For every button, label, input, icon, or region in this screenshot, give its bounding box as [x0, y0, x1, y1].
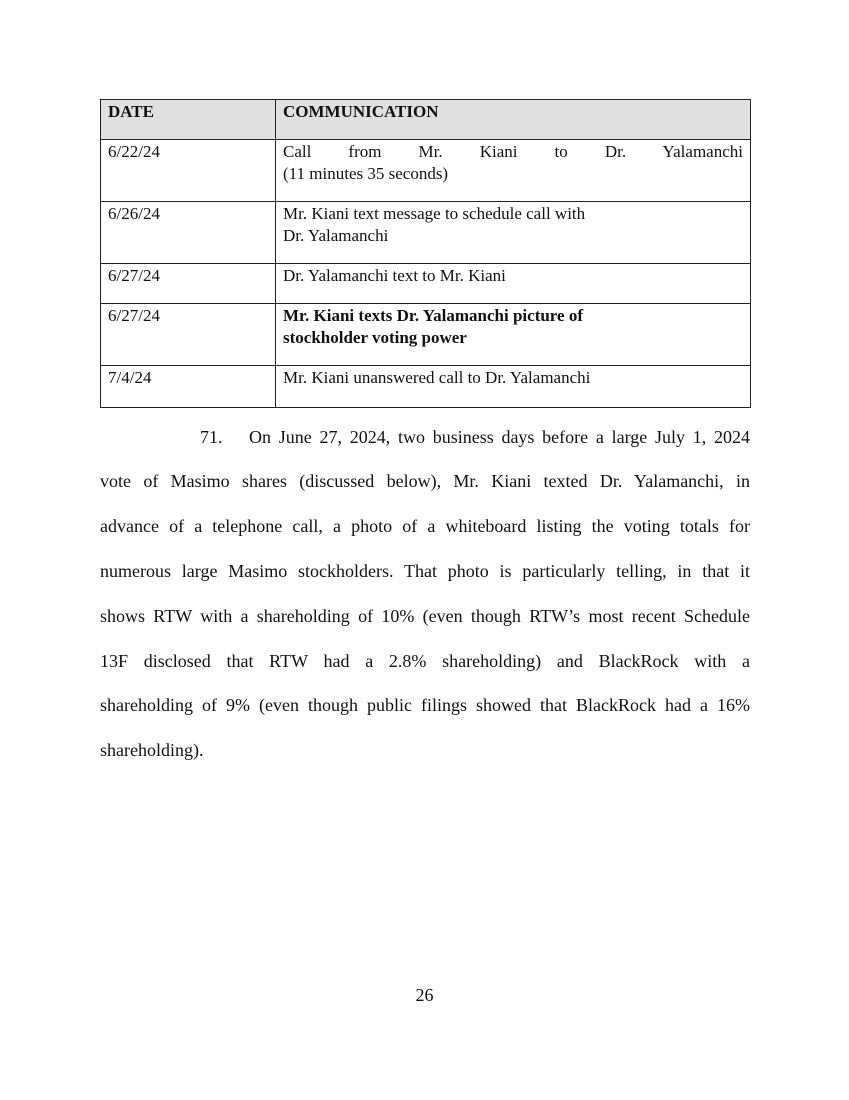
cell-communication — [276, 366, 751, 408]
page-number: 26 — [415, 985, 434, 1005]
paragraph-line: vote of Masimo shares (discussed below), Mr. Kiani texted Dr. Yalamanchi, in — [100, 471, 750, 491]
paragraph-line: shareholding of 9% (even though public filings showed that BlackRock had a 16% — [100, 695, 750, 715]
cell-line: Call from Mr. Kiani to Dr. Yalamanchi — [283, 142, 743, 161]
communications-table — [100, 99, 751, 408]
table-header-row — [101, 100, 751, 140]
cell-communication — [276, 140, 751, 202]
paragraph-line: 13F disclosed that RTW had a 2.8% shareholding) and BlackRock with a — [100, 651, 750, 671]
cell-line: Mr. Kiani unanswered call to Dr. Yalamanchi — [283, 368, 591, 387]
cell-line: Dr. Yalamanchi — [283, 226, 389, 245]
paragraph-number: 71. — [200, 427, 223, 447]
cell-date: 6/26/24 — [101, 202, 276, 264]
cell-communication — [276, 202, 751, 264]
cell-line: (11 minutes 35 seconds) — [283, 164, 449, 183]
cell-line: Mr. Kiani texts Dr. Yalamanchi picture of — [283, 306, 584, 325]
cell-date: 6/27/24 — [101, 264, 276, 304]
cell-communication — [276, 304, 751, 366]
paragraph-line: shareholding). — [100, 740, 204, 760]
table-row — [101, 202, 751, 264]
table-row — [101, 264, 751, 304]
table-row — [101, 140, 751, 202]
paragraph-line: advance of a telephone call, a photo of a whiteboard listing the voting totals for — [100, 516, 750, 536]
table-row — [101, 366, 751, 408]
cell-communication — [276, 264, 751, 304]
header-communication: COMMUNICATION — [276, 100, 751, 140]
paragraph-line: On June 27, 2024, two business days before a large July 1, 2024 — [249, 427, 750, 447]
cell-date: 6/27/24 — [101, 304, 276, 366]
header-date: DATE — [101, 100, 276, 140]
cell-date: 7/4/24 — [101, 366, 276, 408]
cell-line: Mr. Kiani text message to schedule call with — [283, 204, 586, 223]
table-row — [101, 304, 751, 366]
cell-line: Dr. Yalamanchi text to Mr. Kiani — [283, 266, 506, 285]
paragraph-line: shows RTW with a shareholding of 10% (even though RTW’s most recent Schedule — [100, 606, 750, 626]
cell-date: 6/22/24 — [101, 140, 276, 202]
paragraph-line: numerous large Masimo stockholders. That photo is particularly telling, in that it — [100, 561, 750, 581]
cell-line: stockholder voting power — [283, 328, 467, 347]
